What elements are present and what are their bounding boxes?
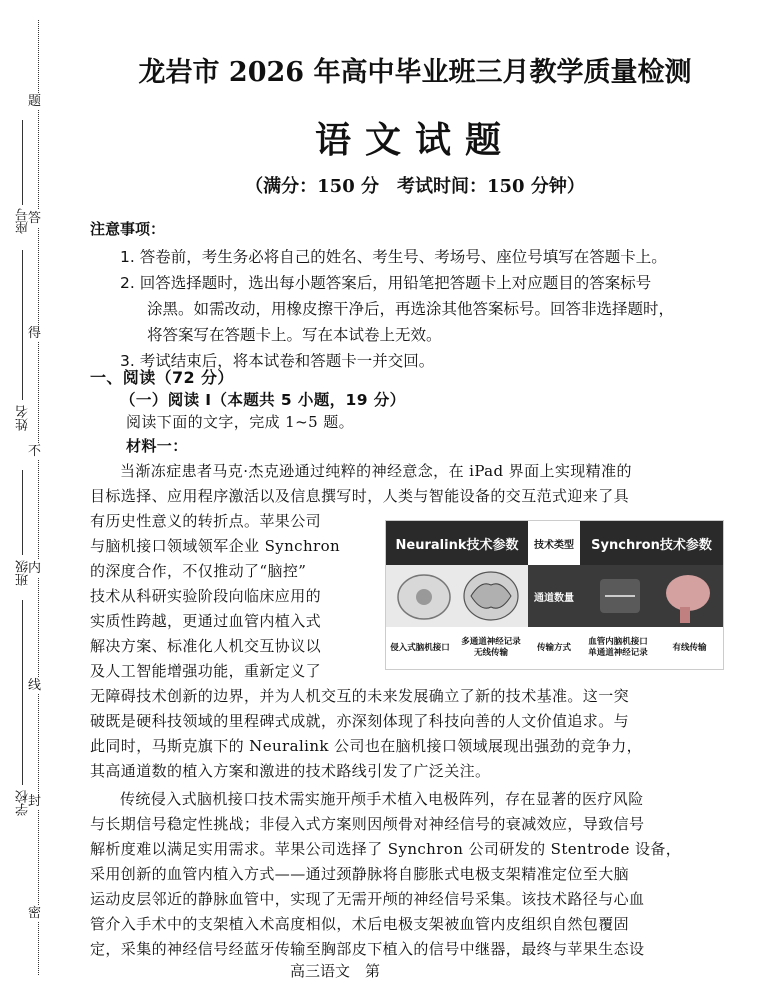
school-label: 学校 xyxy=(16,790,31,816)
class-line xyxy=(22,470,23,555)
passage-line: 解决方案、标准化人机交互协议以 xyxy=(90,637,322,655)
school-line xyxy=(22,600,23,785)
seal-char: 得 xyxy=(28,326,42,341)
class-label: 班级 xyxy=(16,560,31,586)
passage-line: 与脑机接口领域领军企业 Synchron xyxy=(90,537,341,555)
seal-char: 线 xyxy=(28,678,42,693)
notice-item-1: 1. 答卷前，考生务必将自己的姓名、考生号、考场号、座位号填写在答题卡上。 xyxy=(120,248,667,266)
passage-line: 技术从科研实验阶段向临床应用的 xyxy=(90,587,322,605)
passage-line: 其高通道数的植入方案和激进的技术路线引发了广泛关注。 xyxy=(90,762,491,780)
figure-foot-cell: 多通道神经记录 无线传输 xyxy=(454,627,528,669)
notice-item-3: 3. 考试结束后，将本试卷和答题卡一并交回。 xyxy=(120,352,435,370)
figure-header-synchron: Synchron技术参数 xyxy=(580,521,723,565)
notice-item-2-cont: 涂黑。如需改动，用橡皮擦干净后，再选涂其他答案标号。回答非选择题时， xyxy=(147,300,675,318)
name-line xyxy=(22,250,23,400)
tech-comparison-figure xyxy=(385,520,724,670)
passage-line: 及人工智能增强功能，重新定义了 xyxy=(90,662,322,680)
passage-line: 解析度难以满足实用需求。苹果公司选择了 Synchron 公司研发的 Stentrode 设备， xyxy=(90,840,682,858)
page-footer: 高三语文 第 xyxy=(290,962,381,980)
figure-foot-transmission: 传输方式 xyxy=(528,627,580,669)
passage-line: 与长期信号稳定性挑战；非侵入式方案则因颅骨对神经信号的衰减效应，导致信号 xyxy=(90,815,645,833)
passage-line: 目标选择、应用程序激活以及信息撰写时，人类与智能设备的交互范式迎来了具 xyxy=(90,487,630,505)
score-info: （满分：150 分 考试时间：150 分钟） xyxy=(245,176,585,197)
figure-foot-cell: 血管内脑机接口 单通道神经记录 xyxy=(580,627,656,669)
figure-header-neuralink: Neuralink技术参数 xyxy=(386,521,528,565)
notice-item-2: 2. 回答选择题时，选出每小题答案后，用铅笔把答题卡上对应题目的答案标号 xyxy=(120,274,652,292)
notice-item-2-cont: 将答案写在答题卡上。写在本试卷上无效。 xyxy=(147,326,442,344)
passage-line: 运动皮层邻近的静脉血管中，实现了无需开颅的神经信号采集。该技术路径与心血 xyxy=(90,890,645,908)
passage-line: 实质性跨越，更通过血管内植入式 xyxy=(90,612,322,630)
binding-line xyxy=(38,20,39,975)
seal-char: 内 xyxy=(28,561,42,576)
head-profile-icon xyxy=(666,575,710,611)
passage-line: 的深度合作，不仅推动了“脑控” xyxy=(90,562,307,580)
passage-line: 无障碍技术创新的边界，并为人机交互的未来发展确立了新的技术基准。这一突 xyxy=(90,687,630,705)
figure-foot-cell: 侵入式脑机接口 xyxy=(386,627,454,669)
subject-title: 语文试题 xyxy=(314,119,515,161)
passage-line: 定，采集的神经信号经蓝牙传输至胸部皮下植入的信号中继器，最终与苹果生态设 xyxy=(90,940,645,958)
passage-line: 传统侵入式脑机接口技术需实施开颅手术植入电极阵列，存在显著的医疗风险 xyxy=(120,790,644,808)
figure-channel-count: 通道数量 xyxy=(528,565,580,627)
section-heading: 一、阅读（72 分） xyxy=(90,368,234,387)
passage-line: 破既是硬科技领域的里程碑式成就，亦深刻体现了科技向善的人文价值追求。与 xyxy=(90,712,630,730)
passage-line: 采用创新的血管内植入方式——通过颈静脉将自膨胀式电极支架精准定位至大脑 xyxy=(90,865,630,883)
figure-foot-cell: 有线传输 xyxy=(656,627,723,669)
instruction: 阅读下面的文字，完成 1~5 题。 xyxy=(126,413,354,431)
passage-line: 此同时，马斯克旗下的 Neuralink 公司也在脑机接口领域展现出强劲的竞争力， xyxy=(90,737,643,755)
seal-char: 题 xyxy=(28,94,42,109)
seal-char: 不 xyxy=(28,444,42,459)
notice-title: 注意事项： xyxy=(90,220,166,238)
vascular-implant-image xyxy=(580,565,723,627)
exam-title: 龙岩市 2026 年高中毕业班三月教学质量检测 xyxy=(138,57,692,88)
figure-header-type: 技术类型 xyxy=(528,521,580,565)
material-label: 材料一： xyxy=(126,437,188,455)
passage-line: 当渐冻症患者马克·杰克逊通过纯粹的神经意念，在 iPad 界面上实现精准的 xyxy=(120,462,632,480)
seat-number-line xyxy=(22,120,23,205)
seat-number-label: 座号 xyxy=(16,208,31,234)
seal-char: 封 xyxy=(28,794,42,809)
seal-char: 答 xyxy=(28,211,42,226)
passage-line: 有历史性意义的转折点。苹果公司 xyxy=(90,512,322,530)
name-label: 姓名 xyxy=(16,405,31,431)
seal-char: 密 xyxy=(28,906,42,921)
passage-line: 管介入手术中的支架植入术高度相似，术后电极支架被血管内皮组织自然包覆固 xyxy=(90,915,630,933)
brain-implant-image xyxy=(386,565,528,627)
sub-heading: （一）阅读 I（本题共 5 小题，19 分） xyxy=(120,391,406,409)
